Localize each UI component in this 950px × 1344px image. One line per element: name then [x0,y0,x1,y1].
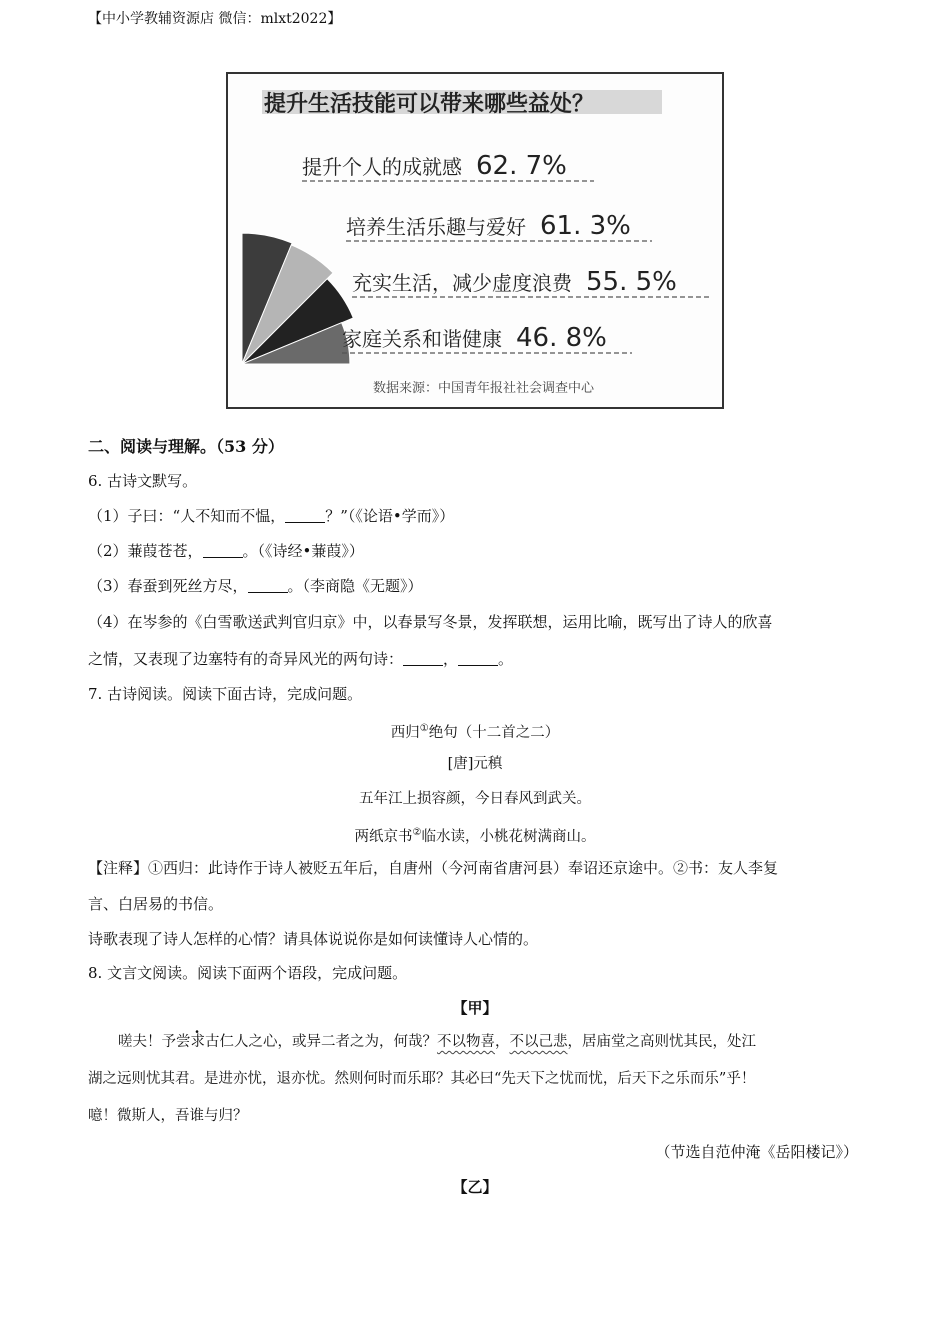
poem-author: [唐]元稹 [447,756,503,772]
jia-text-b: 古仁人之心，或异二者之为，何哉？ [205,1034,437,1050]
q6-item-4-sep: ， [443,650,459,668]
wavy-underline-2: 不以己悲 [509,1034,568,1050]
q6-item-4-line1: （4）在岑参的《白雪歌送武判官归京》中，以春景写冬景，发挥联想，运用比喻，既写出了诗人的欣喜 [88,613,773,631]
q8-title: 8. 文言文阅读。阅读下面两个语段，完成问题。 [88,964,408,982]
q7-note-line2: 言、白居易的书信。 [88,895,224,913]
q7-note-line1: 【注释】①西归：此诗作于诗人被贬五年后，自唐州（今河南省唐河县）奉诏还京途中。②书：友人李复 [88,859,779,877]
answer-blank[interactable] [403,651,443,666]
q6-item-4-end: 。 [498,650,514,668]
chart-category-label: 培养生活乐趣与爱好 [346,215,526,239]
q6-item-1-pre: （1）子曰：“人不知而不愠， [88,507,286,525]
q6-item-1-post: ？”（《论语•学而》） [325,507,455,525]
poem-line-2-note-mark: ② [412,827,422,838]
q6-item-4-line2-pre: 之情，又表现了边塞特有的奇异风光的两句诗： [88,650,404,668]
chart-value-label: 55. 5% [586,267,677,297]
chart-category-label: 家庭关系和谐健康 [342,327,502,351]
section-heading: 二、阅读与理解。（53 分） [88,437,284,456]
chart-title: 提升生活技能可以带来哪些益处？ [264,92,595,117]
passage-jia-label: 【甲】 [452,999,498,1017]
q6-item-3-pre: （3）春蚕到死丝方尽， [88,577,248,595]
passage-jia-source: （节选自范仲淹《岳阳楼记》） [655,1143,858,1161]
q6-item-1 [88,505,454,527]
jia-text-d: ，居庙堂之高则忧其民，处江 [567,1034,756,1050]
q6-item-2 [88,540,364,562]
poem-line-2-a: 两纸京书 [354,828,413,845]
poem-title [0,718,950,744]
jia-text-a: 嗟夫！予尝 [118,1034,191,1050]
chart-value-label: 61. 3% [540,211,631,241]
passage-yi-label: 【乙】 [452,1178,498,1196]
q6-item-3 [88,575,423,597]
answer-blank[interactable] [285,508,325,523]
survey-chart [226,72,724,409]
wavy-underline-1: 不以物喜 [437,1034,495,1050]
emphasized-char: 求 [190,1034,205,1050]
poem-line-2-b: 临水读，小桃花树满商山。 [421,828,596,845]
poem-title-b: 绝句（十二首之二） [428,724,560,741]
jia-text-c: ， [495,1034,510,1050]
q6-item-2-pre: （2）蒹葭苍苍， [88,542,203,560]
q6-item-2-post: 。（《诗经•蒹葭》） [242,542,364,560]
q6-item-3-post: 。（李商隐《无题》） [287,577,423,595]
chart-category-label: 提升个人的成就感 [302,155,462,179]
chart-value-label: 46. 8% [516,323,607,353]
poem-line-1: 五年江上损容颜，今日春风到武关。 [359,791,591,807]
chart-category-label: 充实生活，减少虚度浪费 [352,271,572,295]
answer-blank[interactable] [458,651,498,666]
answer-blank[interactable] [203,543,243,558]
passage-jia-line3: 噫！微斯人，吾谁与归？ [88,1108,248,1124]
q7-title: 7. 古诗阅读。阅读下面古诗，完成问题。 [88,685,363,703]
passage-jia-line1 [118,1031,756,1053]
poem-title-a: 西归 [390,724,420,741]
header-watermark: 【中小学教辅资源店 微信：mlxt2022】 [88,11,342,27]
q6-item-4-line2 [88,648,513,670]
chart-value-label: 62. 7% [476,151,567,181]
passage-jia-line2: 湖之远则忧其君。是进亦忧，退亦忧。然则何时而乐耶？其必曰“先天下之忧而忧，后天下之乐而乐”乎！ [88,1071,756,1087]
poem-line-2 [0,822,950,848]
chart-canvas [228,74,722,407]
q7-question: 诗歌表现了诗人怎样的心情？请具体说说你是如何读懂诗人心情的。 [88,930,539,948]
poem-title-note-mark: ① [419,723,429,734]
chart-source: 数据来源：中国青年报社社会调查中心 [373,381,595,396]
q6-title: 6. 古诗文默写。 [88,472,198,490]
answer-blank[interactable] [248,578,288,593]
